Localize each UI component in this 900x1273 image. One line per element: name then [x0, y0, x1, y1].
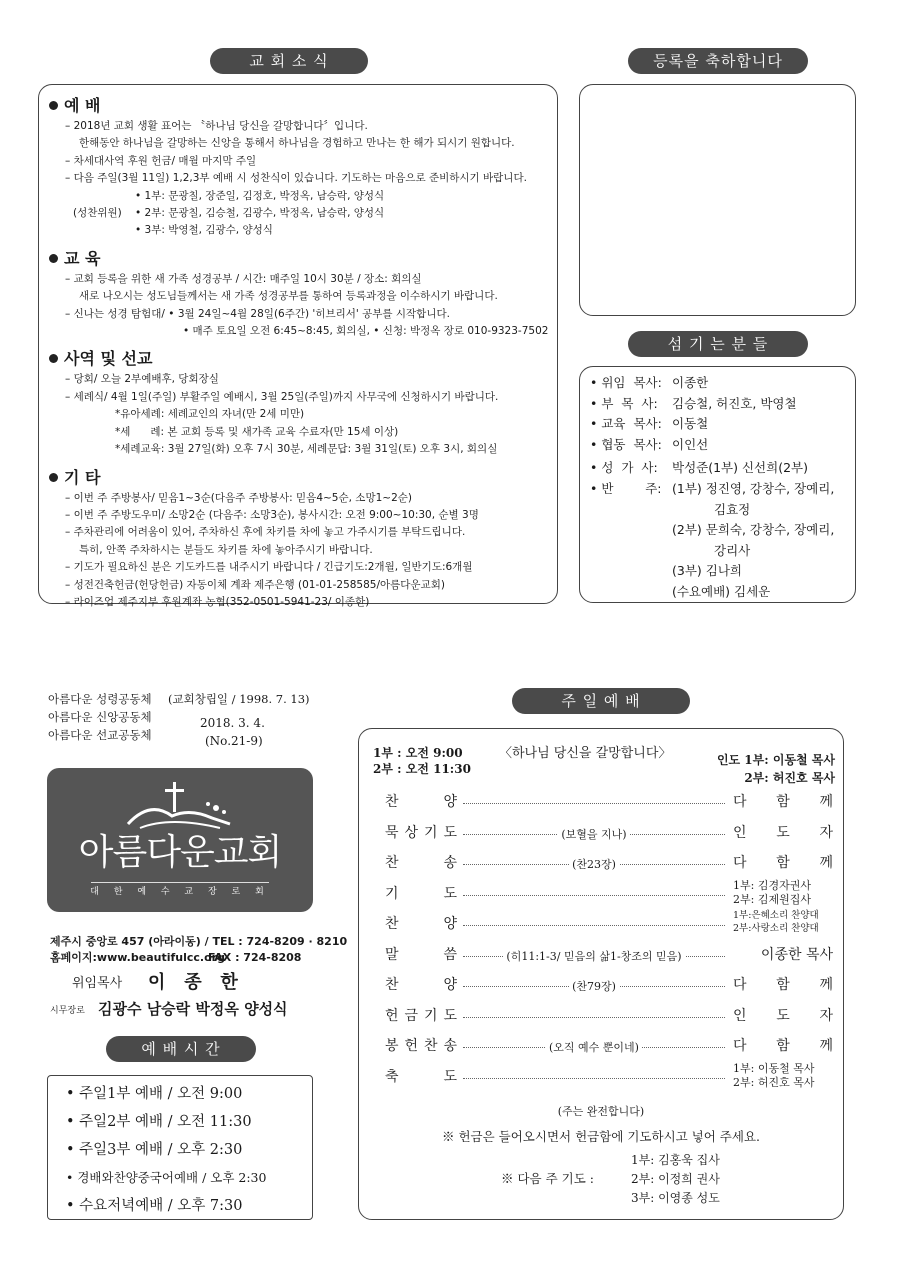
news-line: – 이번 주 주방봉사/ 믿음1~3순(다음주 주방봉사: 믿음4~5순, 소망1~2순)	[65, 491, 412, 504]
order-item-leader: 다 함 께	[733, 977, 833, 993]
leader-dots	[463, 925, 725, 926]
servers-header: 섬 기 는 분 들	[628, 331, 808, 357]
news-line: 특히, 안쪽 주차하시는 분들도 차키를 차에 놓아주시기 바랍니다.	[79, 543, 373, 556]
worship-order-row	[371, 910, 833, 939]
worship-order-row	[371, 822, 833, 848]
worship-leaders: 인도 1부: 이동철 목사 2부: 허진호 목사	[716, 753, 835, 785]
news-header: 교 회 소 식	[210, 48, 368, 74]
news-line: – 다음 주일(3월 11일) 1,2,3부 예배 시 성찬식이 있습니다. 기도하는 마음으로 준비하시기 바랍니다.	[65, 172, 527, 185]
news-line: – 라이즈업 제주지부 후원계좌 농협(352-0501-5941-23/ 이종한)	[65, 595, 370, 608]
church-homepage[interactable]: 홈페이지:www.beautifulcc.org	[50, 951, 225, 964]
logo-divider	[91, 882, 269, 883]
servers-box	[579, 366, 856, 603]
worship-order-row	[371, 1035, 833, 1061]
server-row: • 교육 목사: 이동철	[590, 416, 709, 432]
worship-order-row	[371, 878, 833, 909]
order-item-leader: 1부: 이동철 목사 2부: 허진호 목사	[733, 1061, 815, 1089]
server-row: • 성 가 사: 박성준(1부) 신선희(2부)	[590, 460, 808, 476]
worship-order-row	[371, 944, 833, 970]
order-item-name: 찬 양	[385, 794, 457, 810]
news-line: 새로 나오시는 성도님들께서는 새 가족 성경공부를 통하여 등록과정을 이수하시기 바랍니다.	[79, 290, 498, 303]
worship-header: 주 일 예 배	[512, 688, 690, 714]
leader-dots	[463, 1078, 725, 1079]
order-item-leader: 인 도 자	[733, 1007, 833, 1024]
logo-name: 아름다운교회	[78, 832, 282, 873]
next-prayer-list: 1부: 김홍욱 집사 2부: 이정희 권사 3부: 이영종 성도	[631, 1153, 720, 1205]
news-line: • 매주 토요일 오전 6:45~8:45, 회의실, • 신청: 박정옥 장로 010-9323-7502	[183, 325, 549, 338]
server-extra: (수요예배) 김세운	[672, 583, 771, 599]
logo-sub: 대 한 예 수 교 장 로 회	[90, 887, 270, 897]
news-line: – 성전건축헌금(헌당헌금) 자동이체 계좌 제주은행 (01-01-258585/아름다운교회)	[65, 578, 445, 591]
worship-box	[358, 728, 844, 1220]
founded-date: (교회창립일 / 1998. 7. 13)	[168, 692, 310, 706]
times-header: 예 배 시 간	[106, 1036, 256, 1062]
order-item-leader: 다 함 께	[733, 855, 833, 871]
order-item-name: 찬 양	[385, 977, 457, 993]
next-prayer-label: ※ 다음 주 기도 :	[501, 1171, 594, 1186]
news-line: – 차세대사역 후원 헌금/ 매월 마지막 주일	[65, 154, 257, 167]
server-extra: (2부) 문희숙, 강창수, 장예리,	[672, 522, 835, 538]
news-line: – 2018년 교회 생활 표어는 〝하나님 당신을 갈망합니다〞입니다.	[65, 120, 368, 132]
news-etc-title: 기 타	[49, 465, 551, 488]
time-row: • 수요저녁예배 / 오후 7:30	[66, 1198, 243, 1214]
order-item-detail: (오직 예수 뿐이네)	[463, 1035, 725, 1061]
bullet-icon	[49, 354, 58, 363]
church-fax: FAX : 724-8208	[208, 951, 302, 964]
bullet-icon	[49, 101, 58, 110]
worship-order-row	[371, 1061, 833, 1092]
order-item-detail: (찬23장)	[463, 852, 725, 878]
time-row: • 주일3부 예배 / 오후 2:30	[66, 1142, 243, 1158]
news-mission-title: 사역 및 선교	[49, 346, 551, 369]
communion-line: • 3부: 박영철, 김광수, 양성식	[135, 224, 273, 237]
server-extra: 김효정	[714, 501, 751, 517]
order-item-detail: (히11:1-3/ 믿음의 삶1-창조의 믿음)	[463, 944, 725, 970]
server-row: • 위임 목사: 이종한	[590, 375, 709, 390]
worship-order-row	[371, 852, 833, 878]
leader-dots	[463, 803, 725, 804]
order-item-leader: 이종한 목사	[760, 946, 833, 963]
time-row: • 경배와찬양중국어예배 / 오후 2:30	[66, 1170, 267, 1185]
service-times: 1부 : 오전 9:00 2부 : 오전 11:30	[373, 746, 471, 776]
server-row: • 협동 목사: 이인선	[590, 436, 709, 452]
community-list: 아름다운 성령공동체 아름다운 신앙공동체 아름다운 선교공동체	[48, 692, 152, 742]
time-row: • 주일1부 예배 / 오전 9:00	[66, 1086, 243, 1102]
worship-order-row	[371, 1005, 833, 1031]
order-item-name: 헌 금 기 도	[385, 1007, 457, 1024]
church-address: 제주시 중앙로 457 (아라이동) / TEL : 724-8209 · 8210	[50, 935, 348, 948]
order-item-name: 봉 헌 찬 송	[385, 1038, 457, 1054]
offering-note: ※ 헌금은 들어오시면서 헌금함에 기도하시고 넣어 주세요.	[441, 1129, 761, 1144]
order-item-leader: 인 도 자	[733, 824, 833, 841]
news-line: – 주차관리에 어려움이 있어, 주차하신 후에 차키를 차에 놓고 가주시기를 부탁드립니다.	[65, 526, 466, 539]
time-row: • 주일2부 예배 / 오전 11:30	[66, 1114, 252, 1130]
news-line: 한해동안 하나님을 갈망하는 신앙을 통해서 하나님을 경험하고 만나는 한 해가 되시기 원합니다.	[79, 137, 515, 150]
order-item-leader: 다 함 께	[733, 794, 833, 810]
news-worship-title: 예 배	[49, 93, 551, 116]
news-line: *유아세례: 세례교인의 자녀(만 2세 미만)	[115, 408, 305, 421]
order-item-name: 기 도	[385, 885, 457, 902]
times-box	[47, 1075, 313, 1220]
order-item-name: 말 씀	[385, 946, 457, 963]
order-item-name: 찬 양	[385, 916, 457, 932]
worship-order-row	[371, 974, 833, 1000]
server-row: • 반 주: (1부) 정진영, 강창수, 장예리,	[590, 480, 835, 496]
bullet-icon	[49, 473, 58, 482]
order-item-detail: (보혈을 지나)	[463, 822, 725, 848]
news-line: – 기도가 필요하신 분은 기도카드를 내주시기 바랍니다 / 긴급기도:2개월, 일반기도:6개월	[65, 561, 473, 574]
worship-order-row	[371, 791, 833, 817]
order-item-name: 찬 송	[385, 855, 457, 871]
order-item-leader: 다 함 께	[733, 1038, 833, 1054]
communion-line: • 1부: 문광칠, 장준일, 김정호, 박정옥, 남승락, 양성식	[135, 189, 385, 202]
pastor-label: 위임목사	[72, 976, 123, 991]
leader-dots	[463, 895, 725, 896]
order-item-name: 묵 상 기 도	[385, 824, 457, 841]
server-extra: (3부) 김나희	[672, 563, 742, 579]
order-item-detail: (찬79장)	[463, 974, 725, 1000]
order-item-leader: 1부: 김경자권사 2부: 김제원집사	[733, 878, 811, 906]
register-header: 등록을 축하합니다	[628, 48, 808, 74]
communion-line: • 2부: 문광칠, 김승철, 김광수, 박정옥, 남승락, 양성식	[135, 207, 385, 220]
news-box	[38, 84, 558, 608]
elders-names: 김광수 남승락 박정옥 양성식	[98, 1000, 288, 1018]
bullet-icon	[49, 254, 58, 263]
communion-label: (성찬위원)	[73, 206, 122, 219]
news-line: – 신나는 성경 탐험대/ • 3월 24일~4월 28일(6주간) '히브리서' 공부를 시작합니다.	[65, 307, 450, 320]
bulletin-issue: (No.21-9)	[205, 734, 263, 748]
elders-label: 시무장로	[50, 1006, 85, 1016]
cross-mountain-icon	[120, 778, 240, 834]
pastor-name: 이 종 한	[148, 972, 238, 993]
news-edu-title: 교 육	[49, 246, 551, 269]
news-line: – 교회 등록을 위한 새 가족 성경공부 / 시간: 매주일 10시 30분 / 장소: 회의실	[65, 272, 422, 285]
leader-dots	[463, 1017, 725, 1018]
news-line: *세례교육: 3월 27일(화) 오후 7시 30분, 세례문답: 3월 31일(토) 오후 3시, 회의실	[115, 443, 498, 456]
sermon-title: 〈하나님 당신을 갈망합니다〉	[499, 746, 672, 761]
news-line: – 당회/ 오늘 2부예배후, 당회장실	[65, 373, 219, 386]
closing-hymn: (주는 완전합니다)	[557, 1105, 645, 1118]
news-line: – 이번 주 주방도우미/ 소망2순 (다음주: 소망3순), 봉사시간: 오전 9:00~10:30, 순별 3명	[65, 508, 479, 521]
bulletin-date: 2018. 3. 4.	[200, 716, 265, 730]
server-extra: 강리사	[714, 542, 751, 558]
server-row: • 부 목 사: 김승철, 허진호, 박영철	[590, 395, 797, 411]
news-line: – 세례식/ 4월 1일(주일) 부활주일 예배시, 3월 25일(주일)까지 사무국에 신청하시기 바랍니다.	[65, 390, 499, 403]
news-line: *세 례: 본 교회 등록 및 새가족 교육 수료자(만 15세 이상)	[115, 425, 399, 438]
order-item-name: 축 도	[385, 1068, 457, 1085]
church-logo	[47, 768, 313, 912]
register-box	[579, 84, 856, 316]
order-item-leader: 1부:은혜소리 찬양대 2부:사랑소리 찬양대	[733, 910, 819, 934]
